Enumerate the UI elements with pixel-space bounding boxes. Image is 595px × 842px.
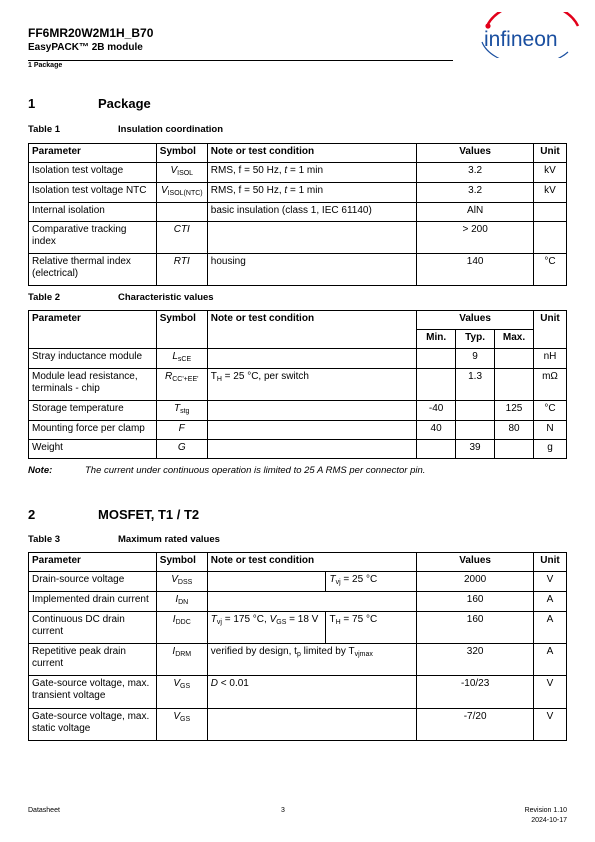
table-cell bbox=[207, 592, 416, 612]
table-cell: V bbox=[534, 572, 567, 592]
table-row bbox=[29, 254, 567, 286]
table-cell bbox=[207, 222, 416, 254]
table-cell: Weight bbox=[29, 440, 157, 459]
table-cell: $T_{vj} = 25$ °C bbox=[326, 572, 417, 592]
table-cell: 160 bbox=[417, 592, 534, 612]
table-cell bbox=[207, 401, 416, 421]
table-cell: Stray inductance module bbox=[29, 349, 157, 369]
table-cell: 160 bbox=[417, 612, 534, 644]
table-cell: °C bbox=[534, 401, 567, 421]
table-cell bbox=[417, 369, 456, 401]
col-header-unit: Unit bbox=[534, 553, 567, 572]
col-header-note: Note or test condition bbox=[207, 553, 416, 572]
table-cell: Storage temperature bbox=[29, 401, 157, 421]
table-row bbox=[29, 421, 567, 440]
table-cell: Relative thermal index (electrical) bbox=[29, 254, 157, 286]
table-cell bbox=[456, 421, 495, 440]
table-cell: Module lead resistance, terminals - chip bbox=[29, 369, 157, 401]
col-header-min: Min. bbox=[417, 330, 456, 349]
table-cell: Mounting force per clamp bbox=[29, 421, 157, 440]
table-cell bbox=[417, 440, 456, 459]
table-cell: A bbox=[534, 644, 567, 676]
table-row bbox=[29, 676, 567, 709]
table-cell: $I_{DRM}$ bbox=[156, 644, 207, 676]
table-cell: Implemented drain current bbox=[29, 592, 157, 612]
table-cell: basic insulation (class 1, IEC 61140) bbox=[207, 203, 416, 222]
table-cell: 125 bbox=[495, 401, 534, 421]
table-cell bbox=[207, 440, 416, 459]
table-cell: AlN bbox=[417, 203, 534, 222]
col-header-values: Values bbox=[417, 553, 534, 572]
table-cell: 9 bbox=[456, 349, 495, 369]
table-cell: verified by design, $t_p$ limited by $T_{vjmax}$ bbox=[207, 644, 416, 676]
table-cell: kV bbox=[533, 163, 566, 183]
table-cell bbox=[207, 709, 416, 741]
table-cell: G bbox=[156, 440, 207, 459]
table-cell: 39 bbox=[456, 440, 495, 459]
header-section-label: 1 Package bbox=[28, 62, 63, 69]
table-cell: $I_{DN}$ bbox=[156, 592, 207, 612]
table1-caption: Table 1 Insulation coordination bbox=[28, 124, 224, 135]
table-cell: °C bbox=[533, 254, 566, 286]
table-cell: Continuous DC drain current bbox=[29, 612, 157, 644]
table-cell: $V_{ISOL}$ bbox=[156, 163, 207, 183]
table-row bbox=[29, 401, 567, 421]
table-row bbox=[29, 163, 567, 183]
table-cell: > 200 bbox=[417, 222, 534, 254]
table-cell bbox=[207, 572, 326, 592]
col-header-symbol: Symbol bbox=[156, 553, 207, 572]
table-cell: Isolation test voltage NTC bbox=[29, 183, 157, 203]
footer-page-number: 3 bbox=[281, 807, 285, 814]
table-cell: RTI bbox=[156, 254, 207, 286]
col-header-values: Values bbox=[417, 144, 534, 163]
table-cell: V bbox=[534, 709, 567, 741]
table-cell: 140 bbox=[417, 254, 534, 286]
footer-datasheet-label: Datasheet bbox=[28, 807, 60, 814]
table-cell bbox=[495, 440, 534, 459]
table-row bbox=[29, 644, 567, 676]
table2-caption: Table 2 Characteristic values bbox=[28, 292, 214, 303]
table-cell: kV bbox=[533, 183, 566, 203]
table-cell: A bbox=[534, 612, 567, 644]
table-row bbox=[29, 612, 567, 644]
insulation-table bbox=[28, 143, 567, 286]
table-cell: $T_{vj} = 175$ °C, $V_{GS} = 18$ V bbox=[207, 612, 326, 644]
table-cell: 1.3 bbox=[456, 369, 495, 401]
table3-caption: Table 3 Maximum rated values bbox=[28, 534, 220, 545]
col-header-note: Note or test condition bbox=[207, 311, 416, 349]
col-header-parameter: Parameter bbox=[29, 553, 157, 572]
table-row bbox=[29, 709, 567, 741]
col-header-symbol: Symbol bbox=[156, 311, 207, 349]
table-cell: 80 bbox=[495, 421, 534, 440]
table-row bbox=[29, 572, 567, 592]
table-cell: 40 bbox=[417, 421, 456, 440]
table-cell: 2000 bbox=[417, 572, 534, 592]
table-cell bbox=[495, 369, 534, 401]
table-cell bbox=[156, 203, 207, 222]
table-cell bbox=[417, 349, 456, 369]
table-cell: RMS, f = 50 Hz, t = 1 min bbox=[207, 163, 416, 183]
infineon-logo bbox=[478, 12, 582, 58]
table-cell: 3.2 bbox=[417, 163, 534, 183]
table-cell: $T_{stg}$ bbox=[156, 401, 207, 421]
table-cell: RMS, f = 50 Hz, t = 1 min bbox=[207, 183, 416, 203]
table-cell bbox=[533, 203, 566, 222]
table-cell: Comparative tracking index bbox=[29, 222, 157, 254]
col-header-symbol: Symbol bbox=[156, 144, 207, 163]
table-cell: mΩ bbox=[534, 369, 567, 401]
col-header-unit: Unit bbox=[533, 144, 566, 163]
table-cell: V bbox=[534, 676, 567, 709]
table-cell: Isolation test voltage bbox=[29, 163, 157, 183]
col-header-max: Max. bbox=[495, 330, 534, 349]
document-title: FF6MR20W2M1H_B70 bbox=[28, 26, 154, 40]
table-cell: $T_H = 25$ °C, per switch bbox=[207, 369, 416, 401]
table-cell: -7/20 bbox=[417, 709, 534, 741]
document-subtitle: EasyPACK™ 2B module bbox=[28, 42, 143, 53]
table-row bbox=[29, 349, 567, 369]
table-cell: $T_H = 75$ °C bbox=[326, 612, 417, 644]
table-cell: $L_{sCE}$ bbox=[156, 349, 207, 369]
table-cell: 3.2 bbox=[417, 183, 534, 203]
table-cell: F bbox=[156, 421, 207, 440]
table-cell bbox=[207, 421, 416, 440]
table-cell: Drain-source voltage bbox=[29, 572, 157, 592]
table-row bbox=[29, 222, 567, 254]
table-cell: 320 bbox=[417, 644, 534, 676]
table-cell: Repetitive peak drain current bbox=[29, 644, 157, 676]
table-row bbox=[29, 440, 567, 459]
table-cell: $V_{GS}$ bbox=[156, 709, 207, 741]
footer-date: 2024-10-17 bbox=[531, 817, 567, 824]
table-cell: $V_{DSS}$ bbox=[156, 572, 207, 592]
table-row bbox=[29, 369, 567, 401]
table-cell: Gate-source voltage, max. transient voltage bbox=[29, 676, 157, 709]
col-header-note: Note or test condition bbox=[207, 144, 416, 163]
table-cell: $V_{GS}$ bbox=[156, 676, 207, 709]
header-divider bbox=[28, 60, 453, 61]
footer-revision: Revision 1.10 bbox=[524, 807, 567, 814]
col-header-parameter: Parameter bbox=[29, 311, 157, 349]
table-row bbox=[29, 592, 567, 612]
table-cell bbox=[495, 349, 534, 369]
table-row bbox=[29, 183, 567, 203]
table-cell: Gate-source voltage, max. static voltage bbox=[29, 709, 157, 741]
table-cell: A bbox=[534, 592, 567, 612]
section-heading-package: 1 Package bbox=[28, 96, 151, 111]
table-cell: CTI bbox=[156, 222, 207, 254]
table-cell: nH bbox=[534, 349, 567, 369]
table-cell: N bbox=[534, 421, 567, 440]
table-cell: housing bbox=[207, 254, 416, 286]
table-cell bbox=[456, 401, 495, 421]
table-cell: $I_{DDC}$ bbox=[156, 612, 207, 644]
table-cell bbox=[207, 349, 416, 369]
table-cell: $R_{CC'+EE'}$ bbox=[156, 369, 207, 401]
table-cell: g bbox=[534, 440, 567, 459]
characteristic-values-table bbox=[28, 310, 567, 459]
col-header-unit: Unit bbox=[534, 311, 567, 349]
table-cell: $V_{ISOL(NTC)}$ bbox=[156, 183, 207, 203]
maximum-rated-values-table bbox=[28, 552, 567, 741]
table-cell: -40 bbox=[417, 401, 456, 421]
table-cell: -10/23 bbox=[417, 676, 534, 709]
table-cell bbox=[533, 222, 566, 254]
table-cell: Internal isolation bbox=[29, 203, 157, 222]
col-header-values: Values bbox=[417, 311, 534, 330]
logo-wordmark: infineon bbox=[484, 28, 558, 51]
col-header-typ: Typ. bbox=[456, 330, 495, 349]
col-header-parameter: Parameter bbox=[29, 144, 157, 163]
note-text: Note: The current under continuous operation is limited to 25 A RMS per connector pin. bbox=[28, 465, 426, 476]
table-cell: D < 0.01 bbox=[207, 676, 416, 709]
section-heading-mosfet: 2 MOSFET, T1 / T2 bbox=[28, 507, 200, 522]
table-row bbox=[29, 203, 567, 222]
